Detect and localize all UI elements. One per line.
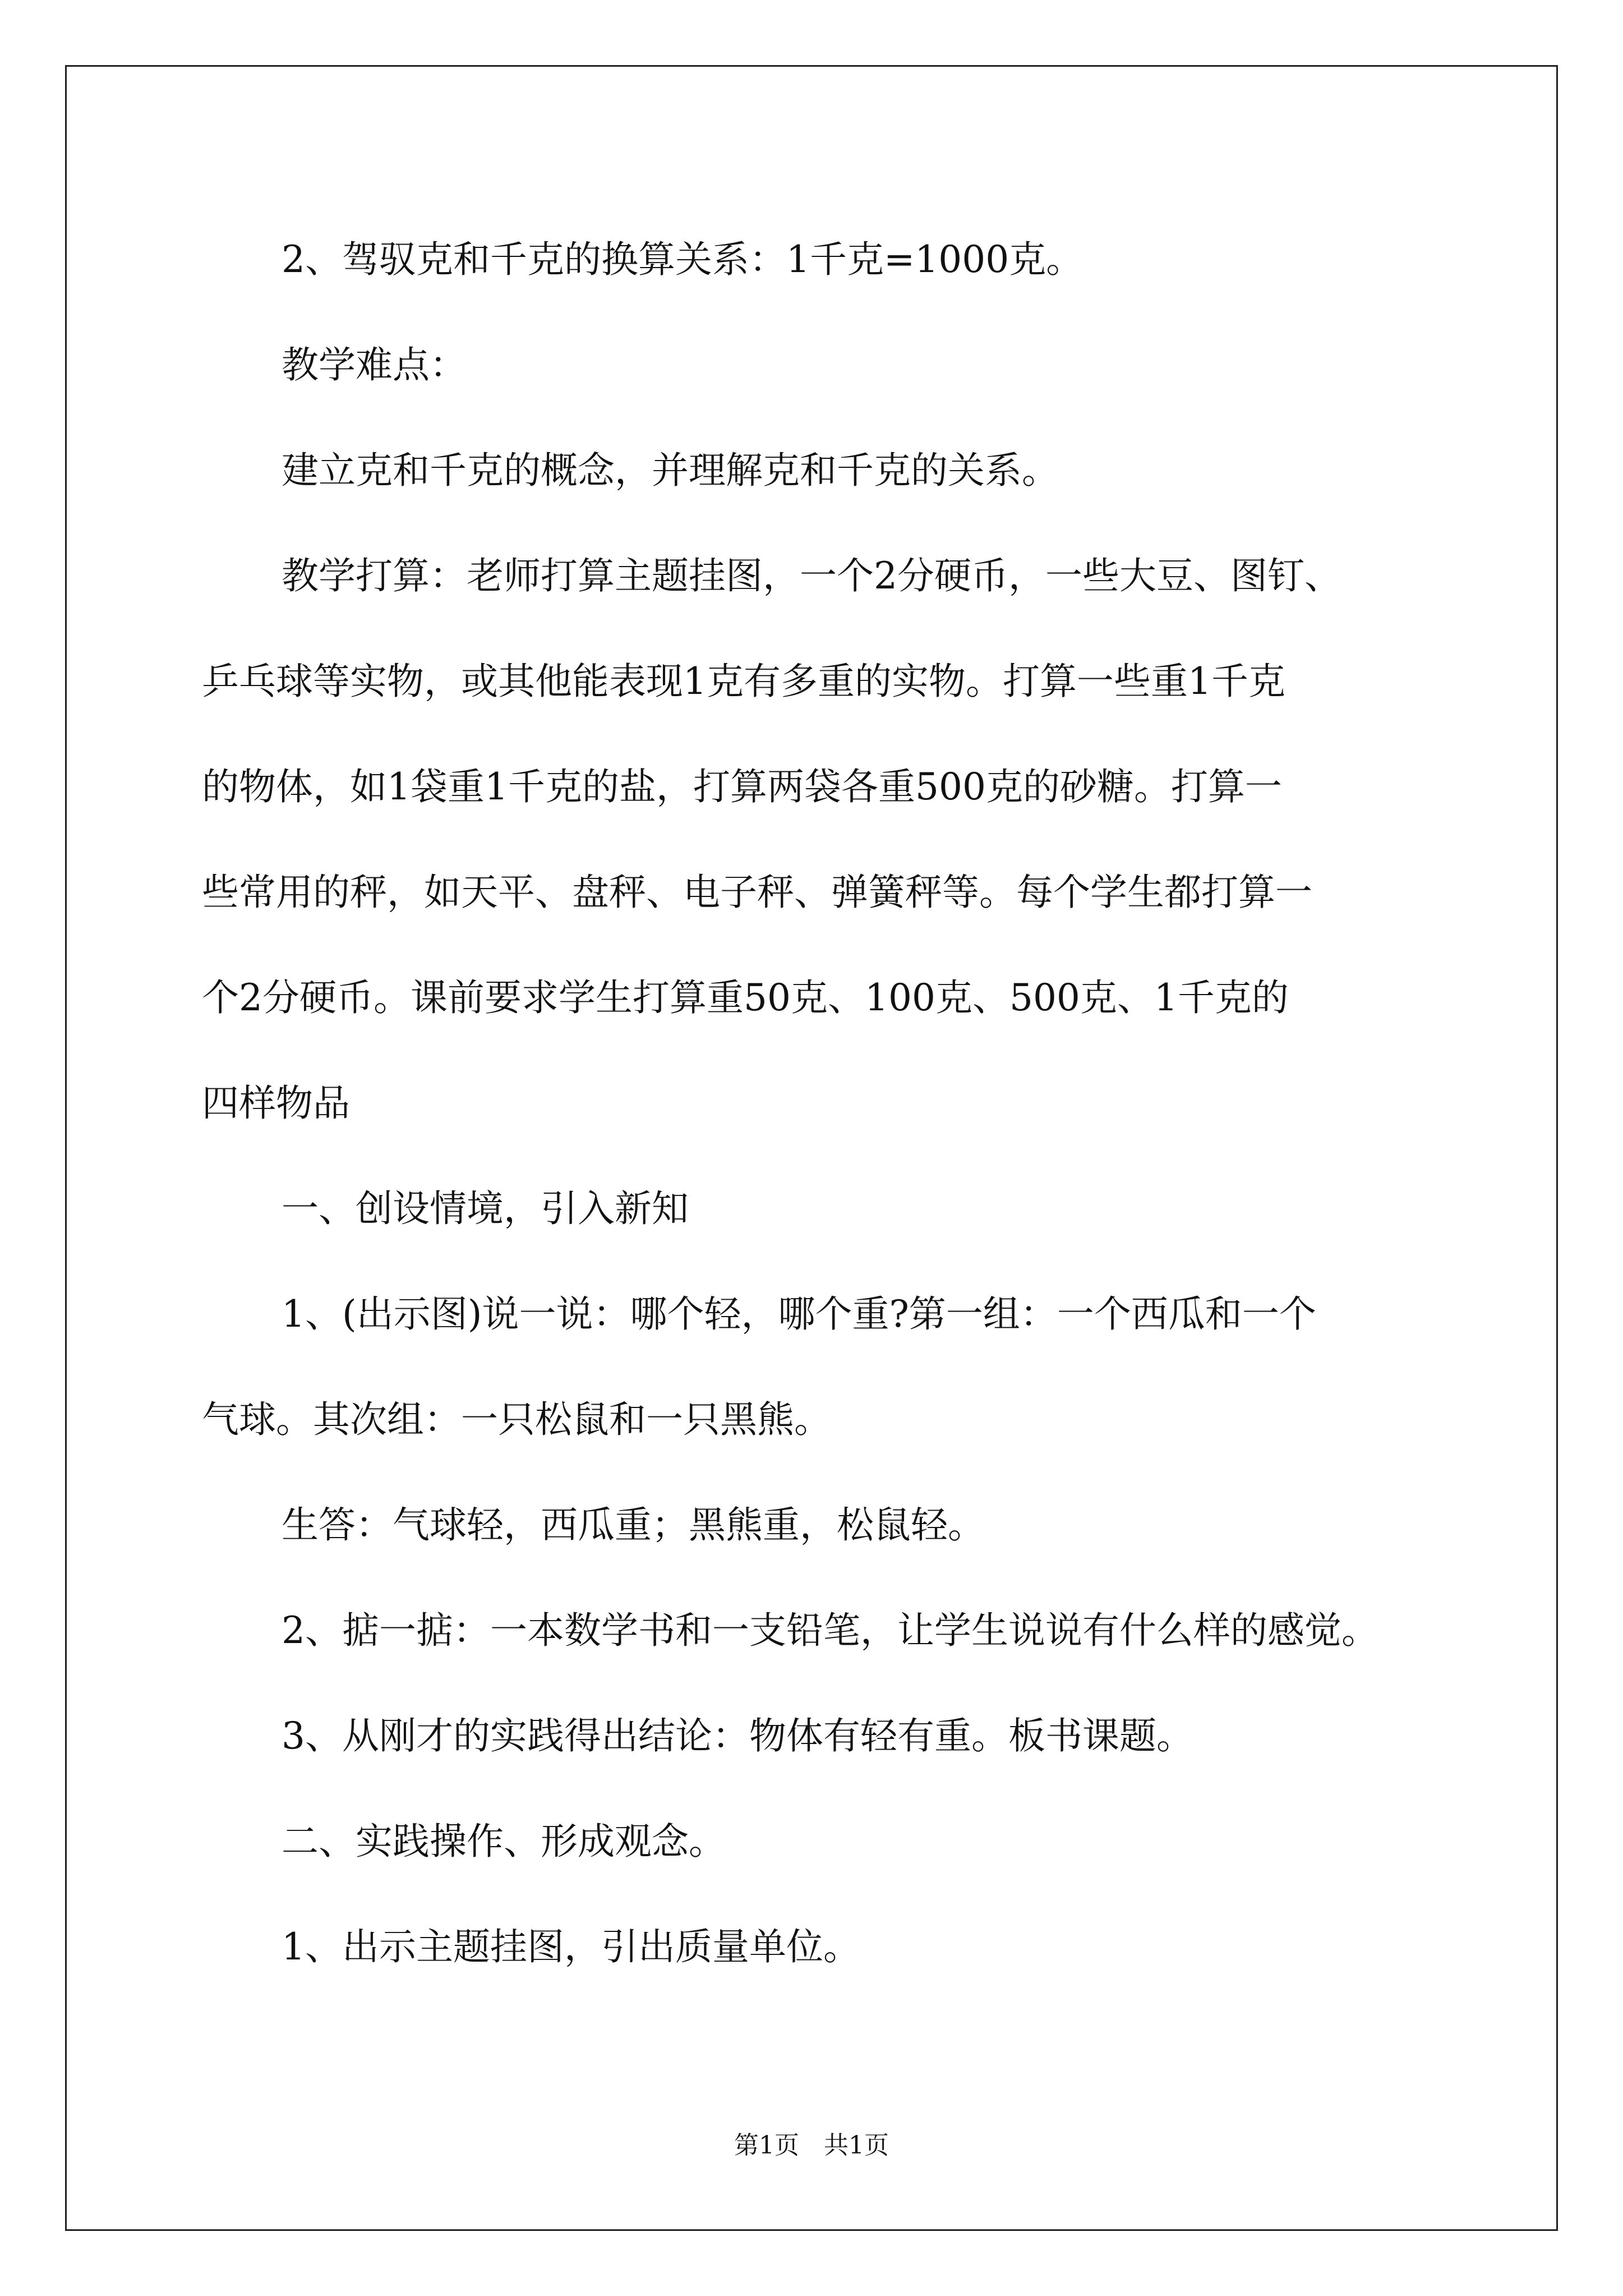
page-border: [65, 65, 1558, 2231]
paragraph-4-line-6: 四样物品: [202, 1082, 350, 1125]
page-footer: 第1页 共1页: [734, 2131, 889, 2160]
paragraph-2: 教学难点：: [282, 343, 467, 386]
paragraph-1: 2、驾驭克和千克的换算关系：1千克=1000克。: [282, 238, 1083, 281]
paragraph-9: 1、出示主题挂图，引出质量单位。: [282, 1925, 860, 1968]
section-heading-1: 一、创设情境，引入新知: [282, 1187, 689, 1230]
paragraph-6: 生答：气球轻，西瓜重；黑熊重，松鼠轻。: [282, 1503, 985, 1547]
paragraph-3: 建立克和千克的概念，并理解克和千克的关系。: [282, 449, 1059, 492]
paragraph-7: 2、掂一掂：一本数学书和一支铅笔，让学生说说有什么样的感觉。: [282, 1609, 1378, 1652]
paragraph-4-line-5: 个2分硬币。课前要求学生打算重50克、100克、500克、1千克的: [202, 976, 1289, 1019]
paragraph-4-line-2: 乒乓球等实物，或其他能表现1克有多重的实物。打算一些重1千克: [202, 660, 1285, 703]
paragraph-4-line-3: 的物体，如1袋重1千克的盐，打算两袋各重500克的砂糖。打算一: [202, 765, 1282, 808]
section-heading-2: 二、实践操作、形成观念。: [282, 1820, 726, 1863]
paragraph-5-line-1: 1、(出示图)说一说：哪个轻，哪个重?第一组：一个西瓜和一个: [282, 1292, 1316, 1336]
paragraph-4-line-1: 教学打算：老师打算主题挂图，一个2分硬币，一些大豆、图钉、: [282, 554, 1341, 597]
paragraph-8: 3、从刚才的实践得出结论：物体有轻有重。板书课题。: [282, 1714, 1193, 1757]
paragraph-5-line-2: 气球。其次组：一只松鼠和一只黑熊。: [202, 1398, 831, 1441]
paragraph-4-line-4: 些常用的秤，如天平、盘秤、电子秤、弹簧秤等。每个学生都打算一: [202, 871, 1312, 914]
